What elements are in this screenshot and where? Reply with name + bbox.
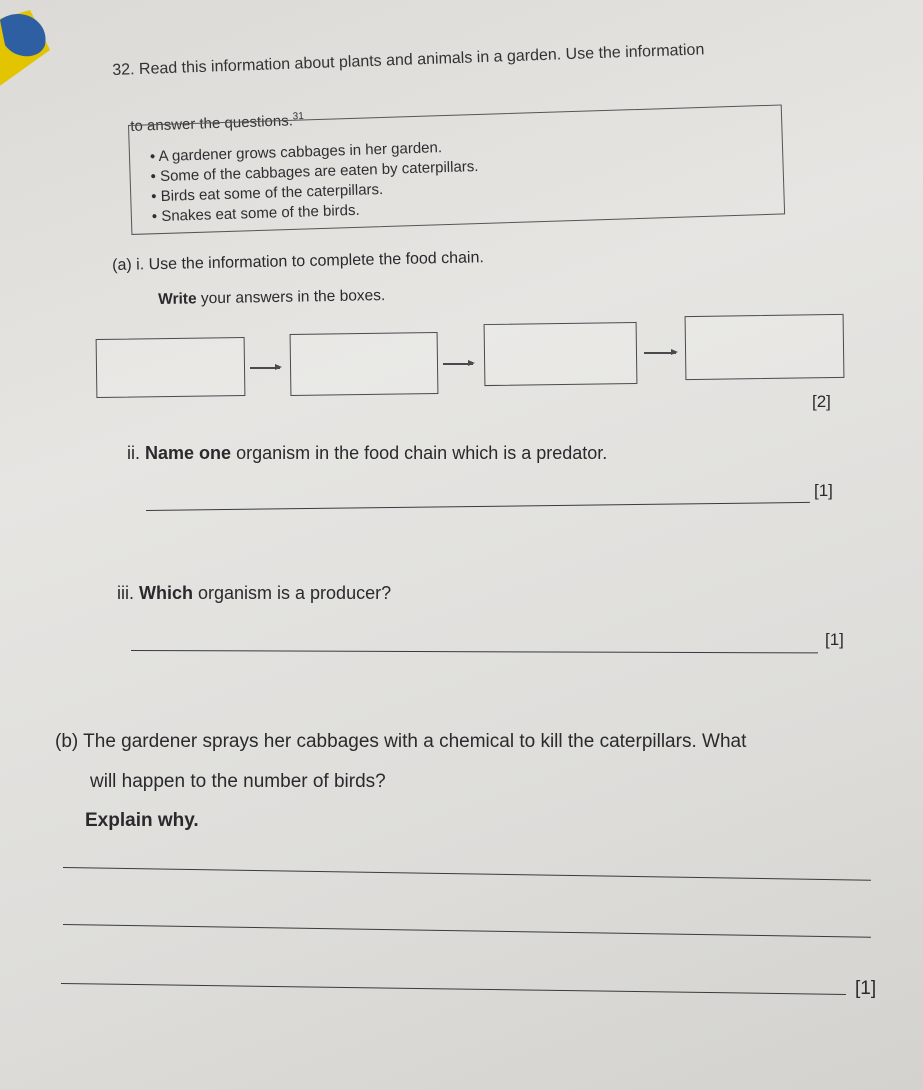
ii-bold-name: Name (145, 443, 195, 463)
part-a-iii-prompt (117, 583, 391, 604)
part-a-i-prompt (112, 249, 484, 275)
info-bullet-1: • A gardener grows cabbages in her garden. (149, 139, 443, 166)
instruction-bold: Write (158, 290, 197, 308)
ii-bold-one: one (199, 443, 232, 463)
food-chain-box-4[interactable] (685, 314, 845, 380)
part-a-ii-mark: [1] (814, 481, 833, 500)
ii-prefix: ii. (127, 443, 145, 463)
superscript-number: 31 (292, 110, 305, 123)
food-chain-box-2[interactable] (290, 332, 439, 396)
question-intro-line1 (112, 41, 705, 80)
food-chain-box-1[interactable] (96, 337, 246, 398)
iii-prefix: iii. (117, 583, 139, 603)
food-chain-box-3[interactable] (484, 322, 638, 386)
question-intro-text: Read this information about plants and animals in a garden. Use the information (138, 41, 705, 79)
information-box (128, 104, 785, 234)
part-a-label: (a) (112, 256, 132, 274)
part-b-line-2: will happen to the number of birds? (90, 771, 386, 792)
arrow-icon (250, 367, 280, 369)
part-a-ii-prompt (127, 443, 607, 464)
pencil-image (0, 0, 80, 140)
iii-bold-which: Which (139, 583, 193, 603)
part-a-i-text: i. Use the information to complete the food chain. (136, 249, 485, 274)
part-b-line-1: (b) The gardener sprays her cabbages with a chemical to kill the caterpillars. What (55, 731, 747, 752)
ii-rest: organism in the food chain which is a predator. (231, 443, 608, 463)
arrow-icon (644, 352, 676, 354)
part-b-instruction: Explain why. (85, 810, 199, 831)
part-a-i-instruction (158, 287, 385, 309)
info-bullet-3: • Birds eat some of the caterpillars. (150, 181, 384, 206)
instruction-rest: your answers in the boxes. (196, 287, 386, 308)
part-b-mark: [1] (855, 978, 877, 999)
part-b-answer-line-3[interactable] (61, 983, 846, 995)
arrow-icon (443, 363, 473, 365)
iii-rest: organism is a producer? (193, 583, 392, 603)
part-a-ii-answer-line[interactable] (146, 502, 810, 511)
part-b-answer-line-1[interactable] (63, 867, 871, 881)
part-a-i-mark: [2] (812, 392, 831, 411)
info-bullet-4: • Snakes eat some of the birds. (151, 201, 360, 226)
part-a-iii-mark: [1] (825, 630, 844, 649)
part-a-iii-answer-line[interactable] (131, 650, 818, 654)
question-intro-text-2: to answer the questions. (130, 112, 294, 135)
question-number: 32. (112, 61, 135, 79)
part-b-answer-line-2[interactable] (63, 924, 871, 938)
info-bullet-2: • Some of the cabbages are eaten by caterpillars. (150, 158, 479, 186)
